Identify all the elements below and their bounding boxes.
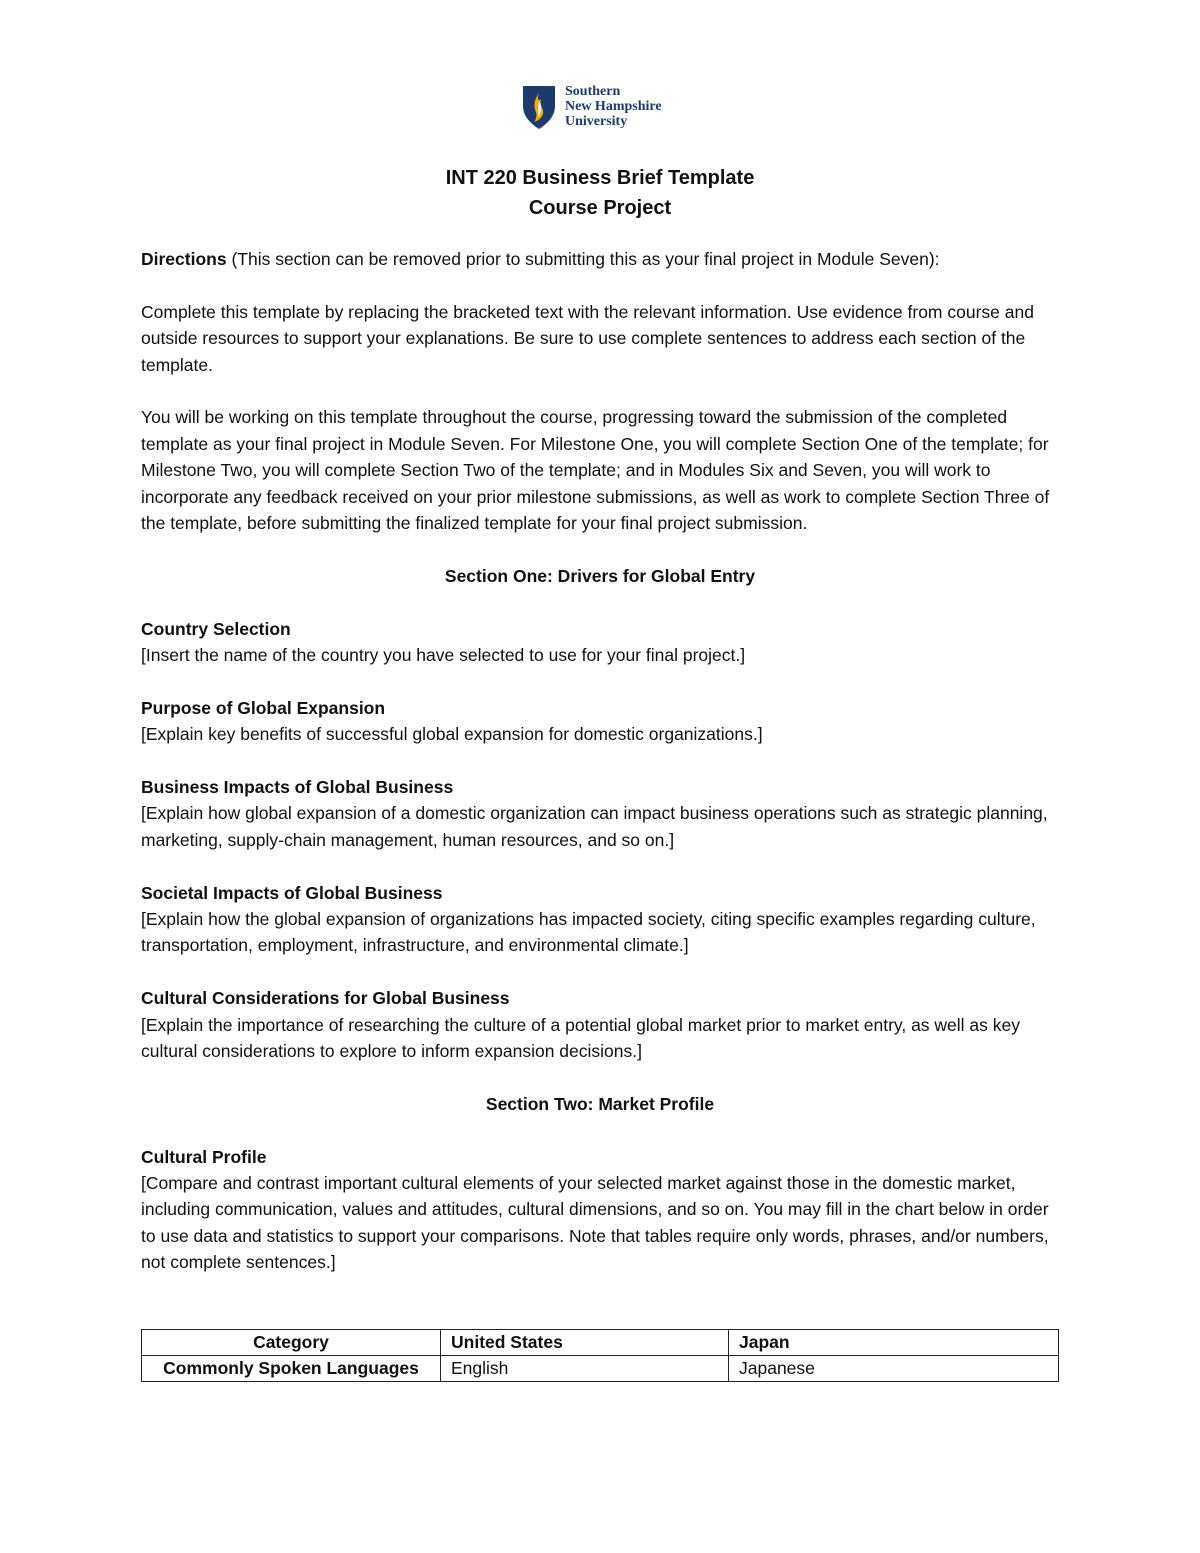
table-cell: English: [441, 1356, 729, 1382]
title-line-1: INT 220 Business Brief Template: [445, 167, 755, 189]
table-header-cell: Japan: [729, 1330, 1059, 1356]
subsection-body: [Insert the name of the country you have selected to use for your final project.]: [141, 645, 746, 666]
section-two-heading: Section Two: Market Profile: [485, 1093, 715, 1114]
cultural-considerations-block: [141, 985, 1059, 1064]
directions-paragraph-1: Complete this template by replacing the bracketed text with the relevant information. Use evidence from course and outside resources to support your explanations. Be sure to use complete sentences to address each section of the template.: [141, 301, 1034, 375]
subsection-body: [Explain how the global expansion of organizations has impacted society, citing specific examples regarding culture, transportation, employment, infrastructure, and environmental climate.]: [141, 909, 1036, 956]
subsection-body: [Compare and contrast important cultural elements of your selected market against those in the domestic market, including communication, values and attitudes, cultural dimensions, and so on. You may fill in the chart below in order to use data and statistics to support your comparisons. Note that tables require only words, phrases, and/or numbers, not complete sentences.]: [141, 1173, 1049, 1273]
subsection-title: Purpose of Global Expansion: [141, 697, 386, 718]
table-row: [142, 1356, 1059, 1382]
directions-note: (This section can be removed prior to submitting this as your final project in Module Seven):: [226, 249, 940, 269]
subsection-title: Cultural Profile: [141, 1146, 267, 1167]
societal-impacts-block: [141, 880, 1059, 959]
directions-paragraph-2: You will be working on this template throughout the course, progressing toward the submission of the completed template as your final project in Module Seven. For Milestone One, you will complete Section One of the template; for Milestone Two, you will complete Section Two of the template; and in Modules Six and Seven, you will work to incorporate any feedback received on your prior milestone submissions, as well as work to complete Section Three of the template, before submitting the finalized template for your final project submission.: [141, 407, 1050, 534]
subsection-body: [Explain the importance of researching the culture of a potential global market prior to market entry, as well as key cultural considerations to explore to inform expansion decisions.]: [141, 1014, 1020, 1062]
table-header-cell: Category: [142, 1330, 441, 1356]
table-cell: Japanese: [729, 1356, 1059, 1382]
section-one-heading: Section One: Drivers for Global Entry: [444, 565, 756, 586]
document-title: [141, 163, 1059, 223]
country-selection-block: [141, 616, 1059, 669]
logo-line-2: New Hampshire: [565, 99, 662, 114]
subsection-body: [Explain how global expansion of a domestic organization can impact business operations such as strategic planning, marketing, supply-chain management, human resources, and so on.]: [141, 803, 1048, 850]
title-line-2: Course Project: [528, 197, 672, 219]
logo-wordmark: [565, 84, 662, 129]
logo-line-1: Southern: [565, 84, 621, 99]
subsection-body: [Explain key benefits of successful global expansion for domestic organizations.]: [141, 724, 763, 745]
purpose-block: [141, 695, 1059, 748]
document-body: [141, 246, 1059, 1302]
snhu-logo: [521, 84, 691, 132]
cultural-profile-block: [141, 1144, 1059, 1276]
shield-flame-icon: [521, 84, 557, 130]
logo-line-3: University: [565, 114, 628, 129]
directions-heading: Directions: [141, 249, 227, 269]
table-header-row: [142, 1330, 1059, 1356]
subsection-title: Country Selection: [141, 618, 291, 639]
table-header-cell: United States: [441, 1330, 729, 1356]
cultural-profile-table: [141, 1329, 1059, 1382]
subsection-title: Cultural Considerations for Global Business: [141, 988, 510, 1009]
table-cell: Commonly Spoken Languages: [142, 1356, 441, 1382]
business-impacts-block: [141, 774, 1059, 853]
subsection-title: Business Impacts of Global Business: [141, 777, 454, 798]
directions-line: [141, 246, 1059, 272]
subsection-title: Societal Impacts of Global Business: [141, 882, 443, 903]
